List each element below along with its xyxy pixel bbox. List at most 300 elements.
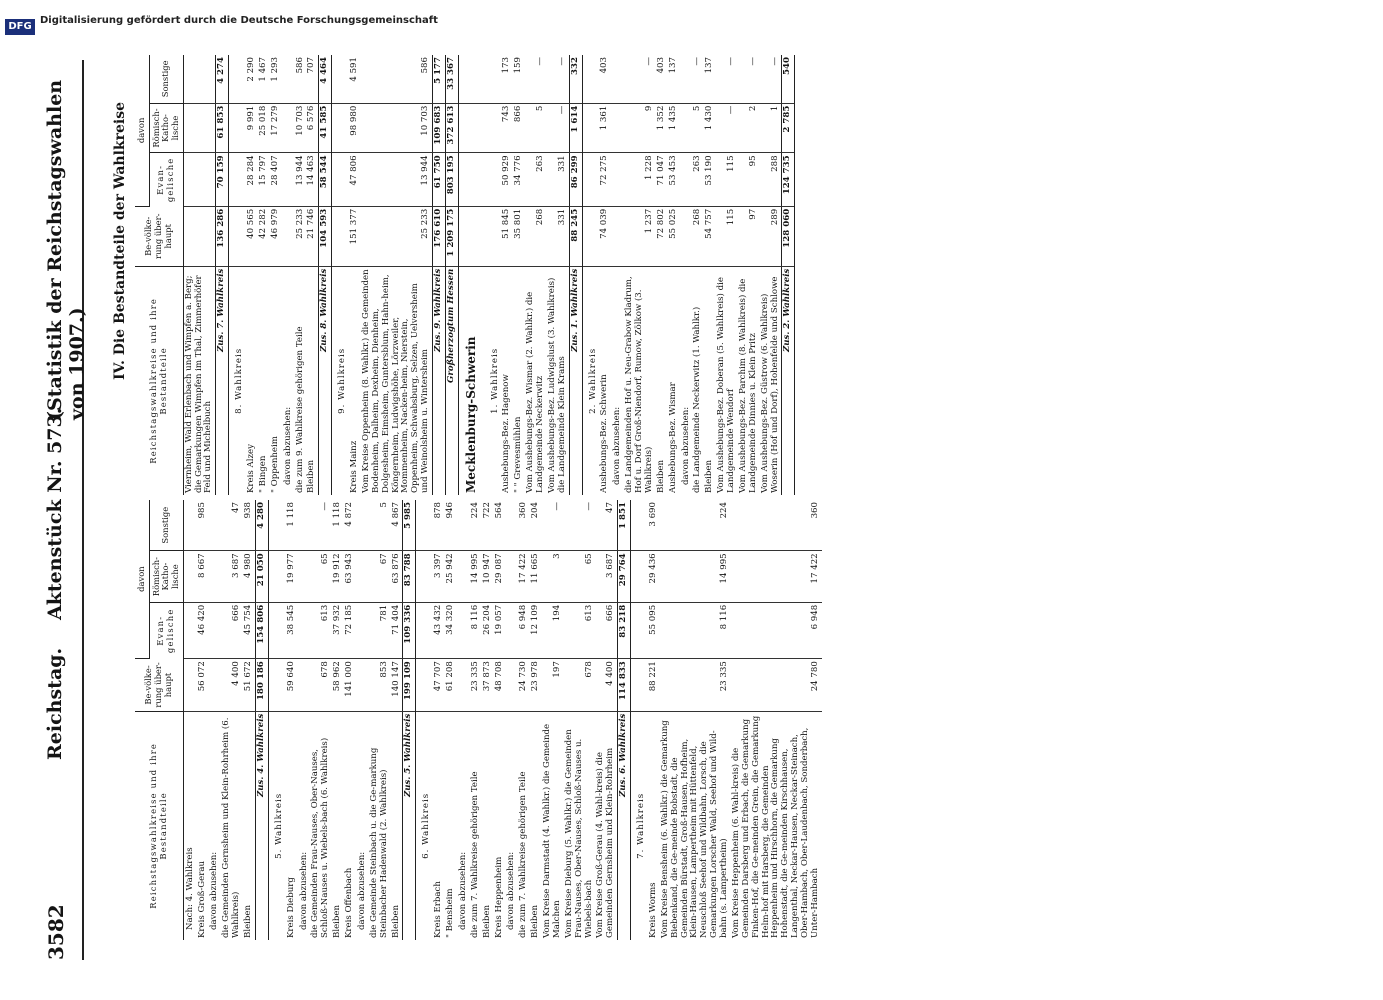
value-katholisch: [611, 103, 624, 153]
value-evangelisch: 53 190: [704, 153, 716, 206]
value-sonstige: —: [564, 500, 596, 551]
value-sonstige: [611, 55, 624, 103]
row-label: 6. Wahlkreis: [421, 792, 432, 859]
table-row: [501, 55, 513, 495]
row-label: Vom Aushebungs-Bez. Doberan (5. Wahlkreis) die Landgemeinde Wendorf: [716, 277, 737, 493]
value-sonstige: 4 591: [349, 55, 361, 103]
table-row: [505, 500, 518, 940]
value-sonstige: [582, 55, 599, 103]
value-total: 268: [692, 206, 704, 266]
table-row: [197, 500, 209, 940]
value-evangelisch: 331: [547, 153, 569, 206]
row-label: Vom Kreise Bensheim (6. Wahlkr.) die Gemarkung Biebenkand, die Ge-meinde Bobstadt, die Gemeinden Bürstadt, Groß-Hausen, Hofheim, Klein-Hausen, Lampertheim mit Hüttenfeld, Neuschloß Seehof und Wildbahn, Lorsch, die Gemarkungen Lorscher Wald, Seehof und Wild-bahn (s. Lampertheim): [659, 720, 729, 938]
value-total: [457, 659, 470, 712]
value-katholisch: 1 435: [668, 103, 680, 153]
row-label: Bleiben: [530, 904, 541, 938]
table-row: [344, 500, 356, 940]
value-sonstige: [268, 500, 285, 551]
value-evangelisch: 71 047: [656, 153, 668, 206]
table-row: [268, 500, 285, 940]
value-evangelisch: 1 228: [624, 153, 656, 206]
header-katholische-right: Römisch-Katho-lische: [149, 103, 183, 153]
value-total: [208, 659, 221, 712]
header-katholische: Römisch-Katho-lische: [149, 551, 183, 602]
table-row: [656, 55, 668, 495]
table-row: [680, 55, 693, 495]
value-katholisch: 65: [310, 551, 332, 602]
value-sonstige: [416, 500, 433, 551]
row-label: davon abzusehen:: [298, 851, 309, 930]
table-row: [525, 55, 547, 495]
value-evangelisch: 8 116: [470, 602, 482, 658]
value-evangelisch: 6 948: [731, 602, 822, 658]
value-total: 136 286: [216, 206, 229, 266]
value-sonstige: 360: [731, 500, 822, 551]
value-katholisch: 1 352: [656, 103, 668, 153]
value-total: [485, 206, 502, 266]
value-total: 58 962: [332, 659, 344, 712]
value-evangelisch: 58 544: [319, 153, 332, 206]
value-sonstige: 224: [660, 500, 731, 551]
header-wahlkreise-right: Reichstagswahlkreise und ihre Bestandteile: [135, 266, 183, 495]
value-katholisch: 5: [525, 103, 547, 153]
row-label: 7. Wahlkreis: [636, 792, 646, 859]
row-label: Aushebungs-Bez. Wismar: [667, 382, 678, 493]
row-label: die Gemeinde Steinbach u. die Ge-markung Steinbacher Hadenwald (2. Wahlkreis): [368, 747, 389, 938]
table-row: [433, 500, 445, 940]
value-evangelisch: 72 275: [599, 153, 611, 206]
value-total: 59 640: [286, 659, 298, 712]
value-katholisch: 3 397: [433, 551, 445, 602]
table-row: [183, 55, 216, 495]
value-total: 128 060: [782, 206, 795, 266]
value-sonstige: [208, 500, 221, 551]
value-evangelisch: 12 109: [530, 602, 542, 658]
value-evangelisch: 115: [716, 153, 738, 206]
row-label: davon abzusehen:: [612, 406, 623, 485]
table-row: [306, 55, 318, 495]
table-row: [433, 55, 446, 495]
row-label: Vom Aushebungs-Bez. Wismar (2. Wahlkr.) die Landgemeinde Neckerwitz: [525, 291, 546, 493]
value-katholisch: 866: [513, 103, 525, 153]
value-total: 331: [547, 206, 569, 266]
value-sonstige: 3 690: [648, 500, 660, 551]
value-evangelisch: 34 320: [445, 602, 457, 658]
value-total: 289: [760, 206, 782, 266]
value-katholisch: 17 279: [270, 103, 282, 153]
value-katholisch: 2: [738, 103, 760, 153]
value-katholisch: [457, 551, 470, 602]
header-davon: davon: [135, 500, 149, 659]
value-evangelisch: [268, 602, 285, 658]
value-katholisch: [631, 551, 648, 602]
table-row: [258, 55, 270, 495]
value-total: [183, 206, 216, 266]
value-katholisch: 8 667: [197, 551, 209, 602]
value-total: 678: [564, 659, 596, 712]
value-sonstige: 1 118: [332, 500, 344, 551]
table-row: [208, 500, 221, 940]
value-sonstige: [505, 500, 518, 551]
value-katholisch: 19 912: [332, 551, 344, 602]
row-label: davon abzusehen:: [356, 851, 367, 930]
value-katholisch: 63 943: [344, 551, 356, 602]
value-katholisch: 2 785: [782, 103, 795, 153]
value-evangelisch: [582, 153, 599, 206]
value-katholisch: [505, 551, 518, 602]
value-evangelisch: 781: [369, 602, 391, 658]
value-evangelisch: [505, 602, 518, 658]
value-evangelisch: 28 284: [246, 153, 258, 206]
table-row: [391, 500, 403, 940]
value-total: 56 072: [197, 659, 209, 712]
value-evangelisch: 50 929: [501, 153, 513, 206]
row-label: davon abzusehen:: [209, 851, 220, 930]
value-total: 23 335: [470, 659, 482, 712]
value-evangelisch: [229, 153, 246, 206]
value-total: [582, 206, 599, 266]
table-row: [782, 55, 795, 495]
value-katholisch: 63 876: [391, 551, 403, 602]
value-total: 55 025: [668, 206, 680, 266]
row-label: Kreis Erbach: [433, 881, 444, 938]
row-label: Vom Aushebungs-Bez. Parchim (8. Wahlkreis) die Landgemeinde Dinnies u. Klein Pritz: [737, 278, 758, 493]
table-row: [513, 55, 525, 495]
value-evangelisch: [458, 153, 484, 206]
table-row: [298, 500, 311, 940]
table-row: [564, 500, 596, 940]
table-row: [631, 500, 648, 940]
value-katholisch: [332, 103, 349, 153]
row-label: die Gemeinden Frau-Nauses, Ober-Nauses, Schloß-Nauses u. Wiebels-bach (6. Wahlkreis): [310, 737, 331, 938]
value-katholisch: 25 018: [258, 103, 270, 153]
value-total: 141 000: [344, 659, 356, 712]
value-evangelisch: 95: [738, 153, 760, 206]
value-evangelisch: [332, 153, 349, 206]
row-label: die Landgemeinden Hof u. Neu-Grabow Kladrum, Hof u. Dorf Groß-Niendorf, Rumow, Zölkow (3. Wahlkreis): [624, 276, 654, 493]
value-total: 48 708: [494, 659, 506, 712]
table-row: [518, 500, 530, 940]
value-total: 4 400: [221, 659, 243, 712]
value-total: 24 730: [518, 659, 530, 712]
value-evangelisch: 83 218: [618, 602, 631, 658]
value-sonstige: —: [310, 500, 332, 551]
value-sonstige: 564: [494, 500, 506, 551]
value-total: 88 221: [648, 659, 660, 712]
value-total: 176 610: [433, 206, 446, 266]
value-total: 47 707: [433, 659, 445, 712]
row-label: Zus. 2. Wahlkreis: [782, 266, 795, 495]
row-label: Zus. 8. Wahlkreis: [319, 266, 332, 495]
table-row: [221, 500, 243, 940]
value-sonstige: [457, 500, 470, 551]
value-evangelisch: 6 948: [518, 602, 530, 658]
value-katholisch: 41 585: [319, 103, 332, 153]
value-sonstige: [282, 55, 295, 103]
row-label: Nach: 4. Wahlkreis: [184, 847, 195, 930]
table-row: [183, 500, 196, 940]
right-column: [135, 55, 1245, 495]
value-sonstige: [631, 500, 648, 551]
row-label: die Gemeinden Gernsheim und Klein-Rohrheim (6. Wahlkreis): [221, 717, 242, 938]
value-sonstige: 137: [668, 55, 680, 103]
row-label: Bleiben: [332, 904, 343, 938]
table-row: [668, 55, 680, 495]
row-label: Kreis Offenbach: [344, 867, 354, 938]
value-sonstige: 4 867: [391, 500, 403, 551]
value-evangelisch: 8 116: [660, 602, 731, 658]
value-evangelisch: 45 754: [243, 602, 255, 658]
table-row: [255, 500, 268, 940]
value-katholisch: [229, 103, 246, 153]
row-label: Bleiben: [481, 904, 492, 938]
value-total: [611, 206, 624, 266]
row-label: Zus. 5. Wahlkreis: [403, 711, 416, 940]
value-sonstige: 5: [369, 500, 391, 551]
right-table-body: [183, 55, 795, 495]
row-label: " " Grevesmühlen: [513, 416, 524, 493]
value-evangelisch: 61 750: [433, 153, 446, 206]
row-label: Vom Kreise Darmstadt (4. Wahlkr.) die Gemeinde Malchen: [542, 723, 562, 938]
value-sonstige: 1 467: [258, 55, 270, 103]
value-total: 197: [542, 659, 564, 712]
credit-line: Digitalisierung gefördert durch die Deutsche Forschungsgemeinschaft: [40, 15, 438, 26]
row-label: 1. Wahlkreis: [489, 347, 500, 414]
value-total: 268: [525, 206, 547, 266]
value-sonstige: [680, 55, 693, 103]
header-bevoelkerung-right: Be-völke-rung über-haupt: [135, 206, 183, 266]
table-row: [599, 55, 611, 495]
value-total: 678: [310, 659, 332, 712]
value-total: [416, 659, 433, 712]
value-evangelisch: 26 204: [482, 602, 494, 658]
value-katholisch: 3: [542, 551, 564, 602]
right-table: [135, 55, 795, 495]
value-evangelisch: 124 735: [782, 153, 795, 206]
value-katholisch: 29 436: [648, 551, 660, 602]
table-row: [332, 55, 349, 495]
value-total: 61 208: [445, 659, 457, 712]
row-label: Aushebungs-Bez. Schwerin: [599, 374, 610, 493]
value-evangelisch: [282, 153, 295, 206]
running-head: [22, 60, 88, 960]
value-sonstige: —: [692, 55, 704, 103]
row-label: Bleiben: [243, 904, 253, 938]
value-katholisch: [183, 103, 216, 153]
value-katholisch: [582, 103, 599, 153]
table-row: [369, 500, 391, 940]
value-total: 72 802: [656, 206, 668, 266]
value-total: [298, 659, 311, 712]
row-label: die zum 7. Wahlkreise gehörigen Teile: [518, 771, 529, 938]
value-evangelisch: [183, 153, 216, 206]
value-total: [282, 206, 295, 266]
value-total: 97: [738, 206, 760, 266]
row-label: Bleiben: [390, 904, 401, 938]
table-row: [356, 500, 369, 940]
value-sonstige: 2 290: [246, 55, 258, 103]
value-sonstige: [332, 55, 349, 103]
value-sonstige: —: [525, 55, 547, 103]
table-row: [716, 55, 738, 495]
row-label: Vom Kreise Oppenheim (8. Wahlkr.) die Gemeinden Bodenheim, Dalheim, Dexheim, Dienheim, Dolgesheim, Eimsheim, Guntersblum, Hahn-heim, Köngernheim, Ludwigshöhe, Lörzweiler, Mommenheim, Nacken-heim, Nierstein, Oppenheim, Schwabsburg, Selzen, Uelversheim und Weinolsheim u. Wintersheim: [360, 269, 431, 493]
value-total: 88 245: [569, 206, 582, 266]
table-row: [295, 55, 307, 495]
row-label: davon abzusehen:: [457, 851, 468, 930]
value-total: [183, 659, 196, 712]
value-katholisch: —: [547, 103, 569, 153]
header-wahlkreise: Reichstagswahlkreise und ihre Bestandteile: [135, 711, 183, 940]
value-total: 51 672: [243, 659, 255, 712]
value-total: [505, 659, 518, 712]
value-katholisch: 1 361: [599, 103, 611, 153]
table-row: [618, 500, 631, 940]
table-row: [595, 500, 617, 940]
table-row: [470, 500, 482, 940]
row-label: 9. Wahlkreis: [337, 347, 348, 414]
value-katholisch: 29 764: [618, 551, 631, 602]
value-katholisch: 3 687: [221, 551, 243, 602]
row-label: " Bensheim: [445, 888, 455, 938]
row-label: Kreis Heppenheim: [493, 856, 504, 938]
value-evangelisch: [611, 153, 624, 206]
value-evangelisch: 803 195: [445, 153, 458, 206]
row-label: Vom Aushebungs-Bez. Ludwigslust (3. Wahlkreis) die Landgemeinde Klein Krams: [546, 277, 567, 493]
value-evangelisch: 288: [760, 153, 782, 206]
row-label: die zum 9. Wahlkreise gehörigen Teile: [294, 326, 305, 493]
value-sonstige: —: [738, 55, 760, 103]
value-evangelisch: 34 776: [513, 153, 525, 206]
table-row: [457, 500, 470, 940]
value-katholisch: 98 980: [349, 103, 361, 153]
value-sonstige: 878: [433, 500, 445, 551]
value-sonstige: 722: [482, 500, 494, 551]
value-evangelisch: 86 299: [569, 153, 582, 206]
value-total: 51 845: [501, 206, 513, 266]
row-label: Zus. 7. Wahlkreis: [216, 266, 229, 495]
value-katholisch: 4 980: [243, 551, 255, 602]
table-row: [332, 500, 344, 940]
value-sonstige: 4 464: [319, 55, 332, 103]
value-total: [631, 659, 648, 712]
value-total: 23 335: [660, 659, 731, 712]
header-davon-right: davon: [135, 55, 149, 206]
table-row: [731, 500, 822, 940]
header-sonstige-right: Sonstige: [149, 55, 183, 103]
value-katholisch: 372 613: [445, 103, 458, 153]
value-evangelisch: [416, 602, 433, 658]
value-evangelisch: 55 095: [648, 602, 660, 658]
table-row: [349, 55, 361, 495]
value-total: 151 377: [349, 206, 361, 266]
table-row: [445, 500, 457, 940]
table-row: [243, 500, 255, 940]
value-evangelisch: 71 404: [391, 602, 403, 658]
row-label: 2. Wahlkreis: [587, 347, 598, 414]
value-total: 54 757: [704, 206, 716, 266]
value-total: [229, 206, 246, 266]
value-total: 37 873: [482, 659, 494, 712]
value-sonstige: 4 872: [344, 500, 356, 551]
value-katholisch: —: [716, 103, 738, 153]
value-katholisch: [356, 551, 369, 602]
value-evangelisch: [485, 153, 502, 206]
header-bevoelkerung: Be-völke-rung über-haupt: [135, 659, 183, 712]
value-total: 25 233: [361, 206, 433, 266]
table-row: [445, 55, 458, 495]
table-row: [692, 55, 704, 495]
value-total: [356, 659, 369, 712]
value-katholisch: 61 853: [216, 103, 229, 153]
value-total: 1 209 175: [445, 206, 458, 266]
value-total: 40 565: [246, 206, 258, 266]
row-label: Kreis Groß-Gerau: [196, 860, 207, 938]
value-total: 23 978: [530, 659, 542, 712]
value-evangelisch: 154 806: [255, 602, 268, 658]
value-total: 74 039: [599, 206, 611, 266]
table-row: [624, 55, 656, 495]
value-total: 35 801: [513, 206, 525, 266]
value-katholisch: [680, 103, 693, 153]
dfg-logo: DFG: [5, 19, 35, 35]
value-katholisch: 14 995: [470, 551, 482, 602]
value-evangelisch: 53 453: [668, 153, 680, 206]
value-katholisch: 9 991: [246, 103, 258, 153]
table-row: [458, 55, 484, 495]
value-sonstige: 137: [704, 55, 716, 103]
value-sonstige: —: [760, 55, 782, 103]
value-katholisch: 5: [692, 103, 704, 153]
value-sonstige: 47: [595, 500, 617, 551]
value-total: 21 746: [306, 206, 318, 266]
value-total: 46 979: [270, 206, 282, 266]
value-katholisch: 6 576: [306, 103, 318, 153]
value-evangelisch: [298, 602, 311, 658]
row-label: Kreis Alzey: [246, 444, 256, 493]
value-total: 199 109: [403, 659, 416, 712]
value-evangelisch: 263: [692, 153, 704, 206]
table-row: [569, 55, 582, 495]
value-total: [458, 206, 484, 266]
left-column: [135, 500, 1245, 940]
row-label: Mecklenburg-Schwerin: [463, 336, 478, 493]
row-label: Zus. 9. Wahlkreis: [433, 266, 446, 495]
value-evangelisch: [457, 602, 470, 658]
header-reichstag: Reichstag.: [44, 647, 66, 760]
value-katholisch: 21 050: [255, 551, 268, 602]
value-sonstige: 204: [530, 500, 542, 551]
value-katholisch: 109 683: [433, 103, 446, 153]
value-evangelisch: 37 932: [332, 602, 344, 658]
value-sonstige: 403: [656, 55, 668, 103]
value-katholisch: 1 430: [704, 103, 716, 153]
value-sonstige: 332: [569, 55, 582, 103]
row-label: Bleiben: [655, 459, 666, 493]
value-sonstige: 173: [501, 55, 513, 103]
value-evangelisch: 15 797: [258, 153, 270, 206]
value-katholisch: 14 995: [660, 551, 731, 602]
value-sonstige: 4 274: [216, 55, 229, 103]
value-evangelisch: [356, 602, 369, 658]
row-label: davon abzusehen:: [506, 851, 517, 930]
value-sonstige: [183, 500, 196, 551]
value-evangelisch: 19 057: [494, 602, 506, 658]
table-row: [547, 55, 569, 495]
value-evangelisch: [631, 602, 648, 658]
header-statistik: (Statistik der Reichstagswahlen von 1907.): [44, 79, 88, 420]
table-row: [403, 500, 416, 940]
value-total: 4 400: [595, 659, 617, 712]
